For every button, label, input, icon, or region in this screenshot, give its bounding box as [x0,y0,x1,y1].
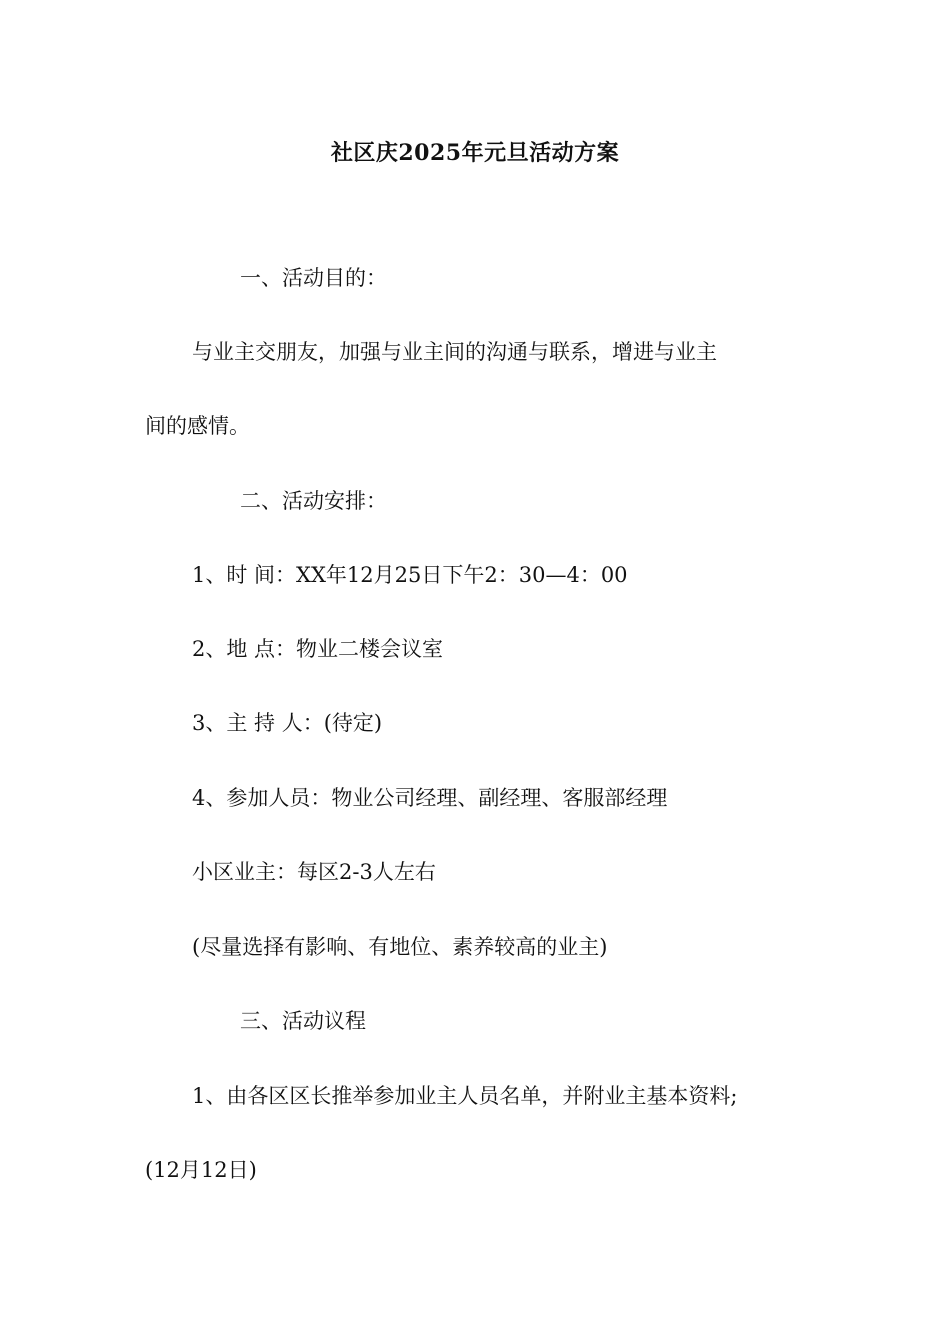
paragraph-line: 3、主 持 人：(待定) [192,711,383,735]
section-heading-purpose: 一、活动目的： [240,266,387,290]
section-heading-arrangement: 二、活动安排： [240,489,387,513]
section-heading-agenda: 三、活动议程 [240,1009,366,1033]
paragraph-line: 1、由各区区长推举参加业主人员名单，并附业主基本资料; [192,1084,738,1108]
paragraph-line: 4、参加人员：物业公司经理、副经理、客服部经理 [192,786,668,810]
paragraph-line: (12月12日) [145,1158,257,1182]
paragraph-line: 1、时 间：XX年12月25日下午2：30—4：00 [192,563,628,587]
paragraph-line: (尽量选择有影响、有地位、素养较高的业主) [192,935,608,959]
paragraph-line: 间的感情。 [145,414,250,438]
paragraph-line: 小区业主：每区2-3人左右 [192,860,436,884]
paragraph-line: 与业主交朋友，加强与业主间的沟通与联系，增进与业主 [192,340,717,364]
paragraph-line: 2、地 点：物业二楼会议室 [192,637,444,661]
document-title: 社区庆2025年元旦活动方案 [330,140,620,166]
